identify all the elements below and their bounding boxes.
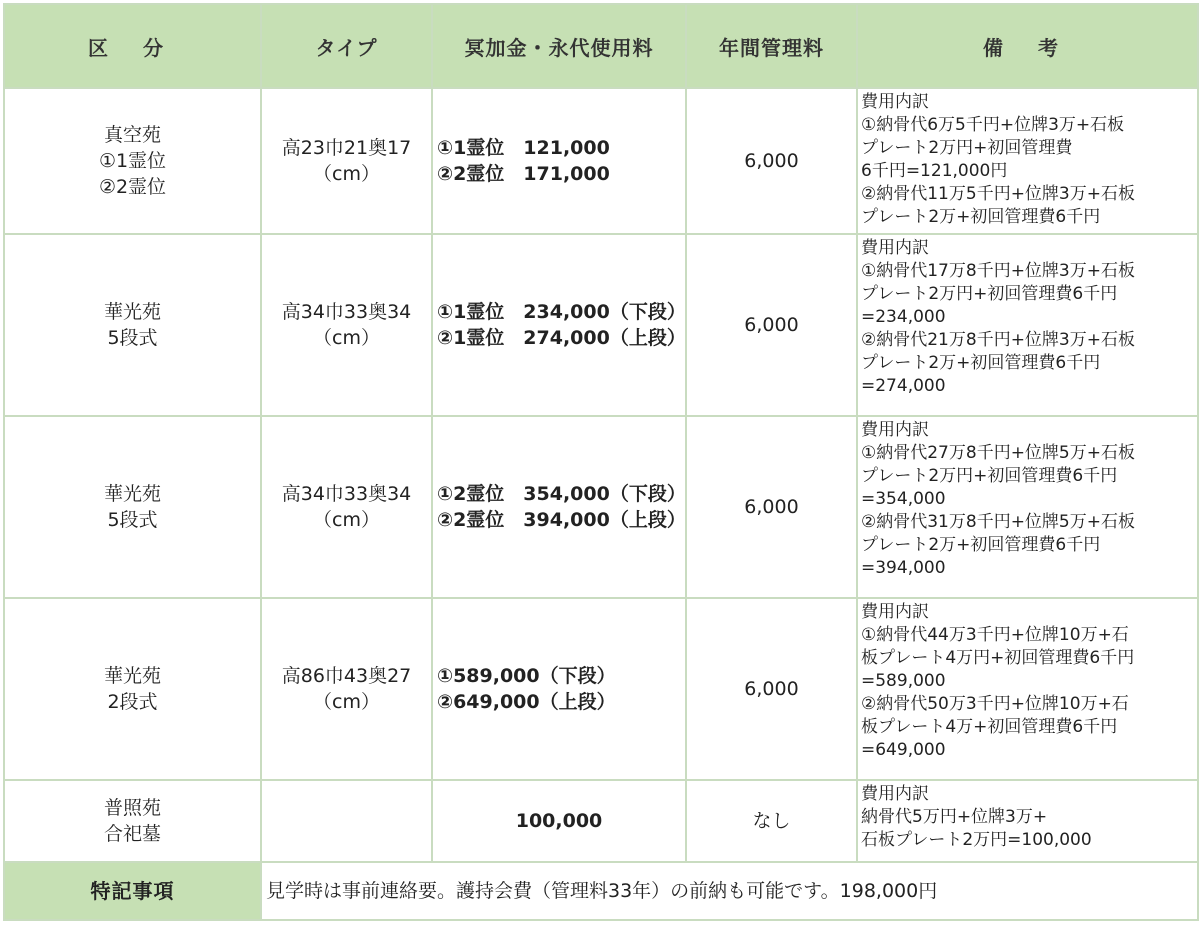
note-line: ②納骨代21万8千円+位牌3万+石板	[861, 330, 1135, 350]
note-line: プレート2万円+初回管理費6千円	[861, 466, 1118, 486]
type-cell	[261, 234, 432, 416]
unit-text: （cm）	[313, 509, 380, 531]
header-annual: 年間管理料	[686, 4, 857, 88]
type-cell	[261, 416, 432, 598]
header-row	[4, 4, 1198, 88]
category-cell	[4, 234, 261, 416]
note-line: ②納骨代50万3千円+位牌10万+石	[861, 694, 1129, 714]
header-fee: 冥加金・永代使用料	[432, 4, 686, 88]
fee-line: ②1霊位 274,000（上段）	[437, 327, 686, 349]
note-line: =354,000	[861, 489, 946, 509]
category-name: 華光苑	[103, 301, 161, 323]
category-name: 華光苑	[103, 483, 161, 505]
note-line: ①納骨代44万3千円+位牌10万+石	[861, 625, 1129, 645]
fee-line: ①1霊位 234,000（下段）	[437, 301, 686, 323]
note-line: 納骨代5万円+位牌3万+	[861, 807, 1048, 827]
notes-cell	[857, 88, 1198, 234]
note-line: プレート2万円+初回管理費6千円	[861, 284, 1118, 304]
size-text: 高34巾33奥34	[281, 483, 412, 505]
unit-text: （cm）	[313, 327, 380, 349]
note-line: 費用内訳	[861, 420, 929, 440]
category-cell	[4, 598, 261, 780]
note-line: =589,000	[861, 671, 946, 691]
category-sub: ①1霊位	[98, 150, 167, 172]
unit-text: （cm）	[313, 163, 380, 185]
table-row	[4, 598, 1198, 780]
note-line: ①納骨代17万8千円+位牌3万+石板	[861, 261, 1135, 281]
note-line: 石板プレート2万円=100,000	[861, 830, 1092, 850]
table-row	[4, 88, 1198, 234]
category-sub: 5段式	[107, 327, 158, 349]
annual-cell: 6,000	[686, 234, 857, 416]
fee-cell	[432, 780, 686, 862]
special-notes-row	[4, 862, 1198, 920]
table-row	[4, 780, 1198, 862]
special-notes-label: 特記事項	[4, 862, 261, 920]
note-line: 板プレート4万円+初回管理費6千円	[861, 648, 1135, 668]
category-sub: 2段式	[107, 691, 158, 713]
fee-line: ②2霊位 171,000	[437, 163, 610, 185]
note-line: =234,000	[861, 307, 946, 327]
note-line: プレート2万+初回管理費6千円	[861, 353, 1101, 373]
annual-cell: なし	[686, 780, 857, 862]
note-line: ②納骨代11万5千円+位牌3万+石板	[861, 184, 1135, 204]
size-text: 高23巾21奥17	[281, 137, 412, 159]
type-cell	[261, 88, 432, 234]
notes-cell	[857, 780, 1198, 862]
category-sub: 合祀墓	[103, 823, 161, 845]
fee-line: ②2霊位 394,000（上段）	[437, 509, 686, 531]
notes-cell	[857, 234, 1198, 416]
price-table	[3, 3, 1199, 921]
note-line: 板プレート4万+初回管理費6千円	[861, 717, 1118, 737]
note-line: プレート2万円+初回管理費	[861, 138, 1073, 158]
header-notes: 備 考	[857, 4, 1198, 88]
fee-cell	[432, 416, 686, 598]
note-line: ②納骨代31万8千円+位牌5万+石板	[861, 512, 1135, 532]
note-line: 6千円=121,000円	[861, 161, 1008, 181]
type-cell	[261, 598, 432, 780]
notes-cell	[857, 416, 1198, 598]
table-row	[4, 234, 1198, 416]
header-type: タイプ	[261, 4, 432, 88]
fee-line: 100,000	[515, 810, 603, 832]
fee-line: ①1霊位 121,000	[437, 137, 610, 159]
category-name: 真空苑	[103, 124, 161, 146]
category-cell	[4, 416, 261, 598]
table-row	[4, 416, 1198, 598]
unit-text: （cm）	[313, 691, 380, 713]
fee-line: ①589,000（下段）	[437, 665, 616, 687]
note-line: 費用内訳	[861, 92, 929, 112]
fee-cell	[432, 598, 686, 780]
header-category: 区 分	[4, 4, 261, 88]
annual-cell: 6,000	[686, 598, 857, 780]
category-cell	[4, 88, 261, 234]
fee-cell	[432, 88, 686, 234]
category-name: 普照苑	[103, 797, 161, 819]
annual-cell: 6,000	[686, 88, 857, 234]
note-line: プレート2万+初回管理費6千円	[861, 535, 1101, 555]
notes-cell	[857, 598, 1198, 780]
note-line: =274,000	[861, 376, 946, 396]
note-line: =649,000	[861, 740, 946, 760]
type-cell	[261, 780, 432, 862]
note-line: ①納骨代6万5千円+位牌3万+石板	[861, 115, 1125, 135]
category-sub: 5段式	[107, 509, 158, 531]
special-notes-text: 見学時は事前連絡要。護持会費（管理料33年）の前納も可能です。198,000円	[261, 862, 1198, 920]
note-line: 費用内訳	[861, 602, 929, 622]
category-name: 華光苑	[103, 665, 161, 687]
size-text: 高86巾43奥27	[281, 665, 412, 687]
size-text: 高34巾33奥34	[281, 301, 412, 323]
category-sub: ②2霊位	[98, 176, 167, 198]
note-line: 費用内訳	[861, 784, 929, 804]
fee-line: ②649,000（上段）	[437, 691, 616, 713]
fee-cell	[432, 234, 686, 416]
annual-cell: 6,000	[686, 416, 857, 598]
fee-line: ①2霊位 354,000（下段）	[437, 483, 686, 505]
note-line: ①納骨代27万8千円+位牌5万+石板	[861, 443, 1135, 463]
note-line: プレート2万+初回管理費6千円	[861, 207, 1101, 227]
note-line: =394,000	[861, 558, 946, 578]
category-cell	[4, 780, 261, 862]
note-line: 費用内訳	[861, 238, 929, 258]
